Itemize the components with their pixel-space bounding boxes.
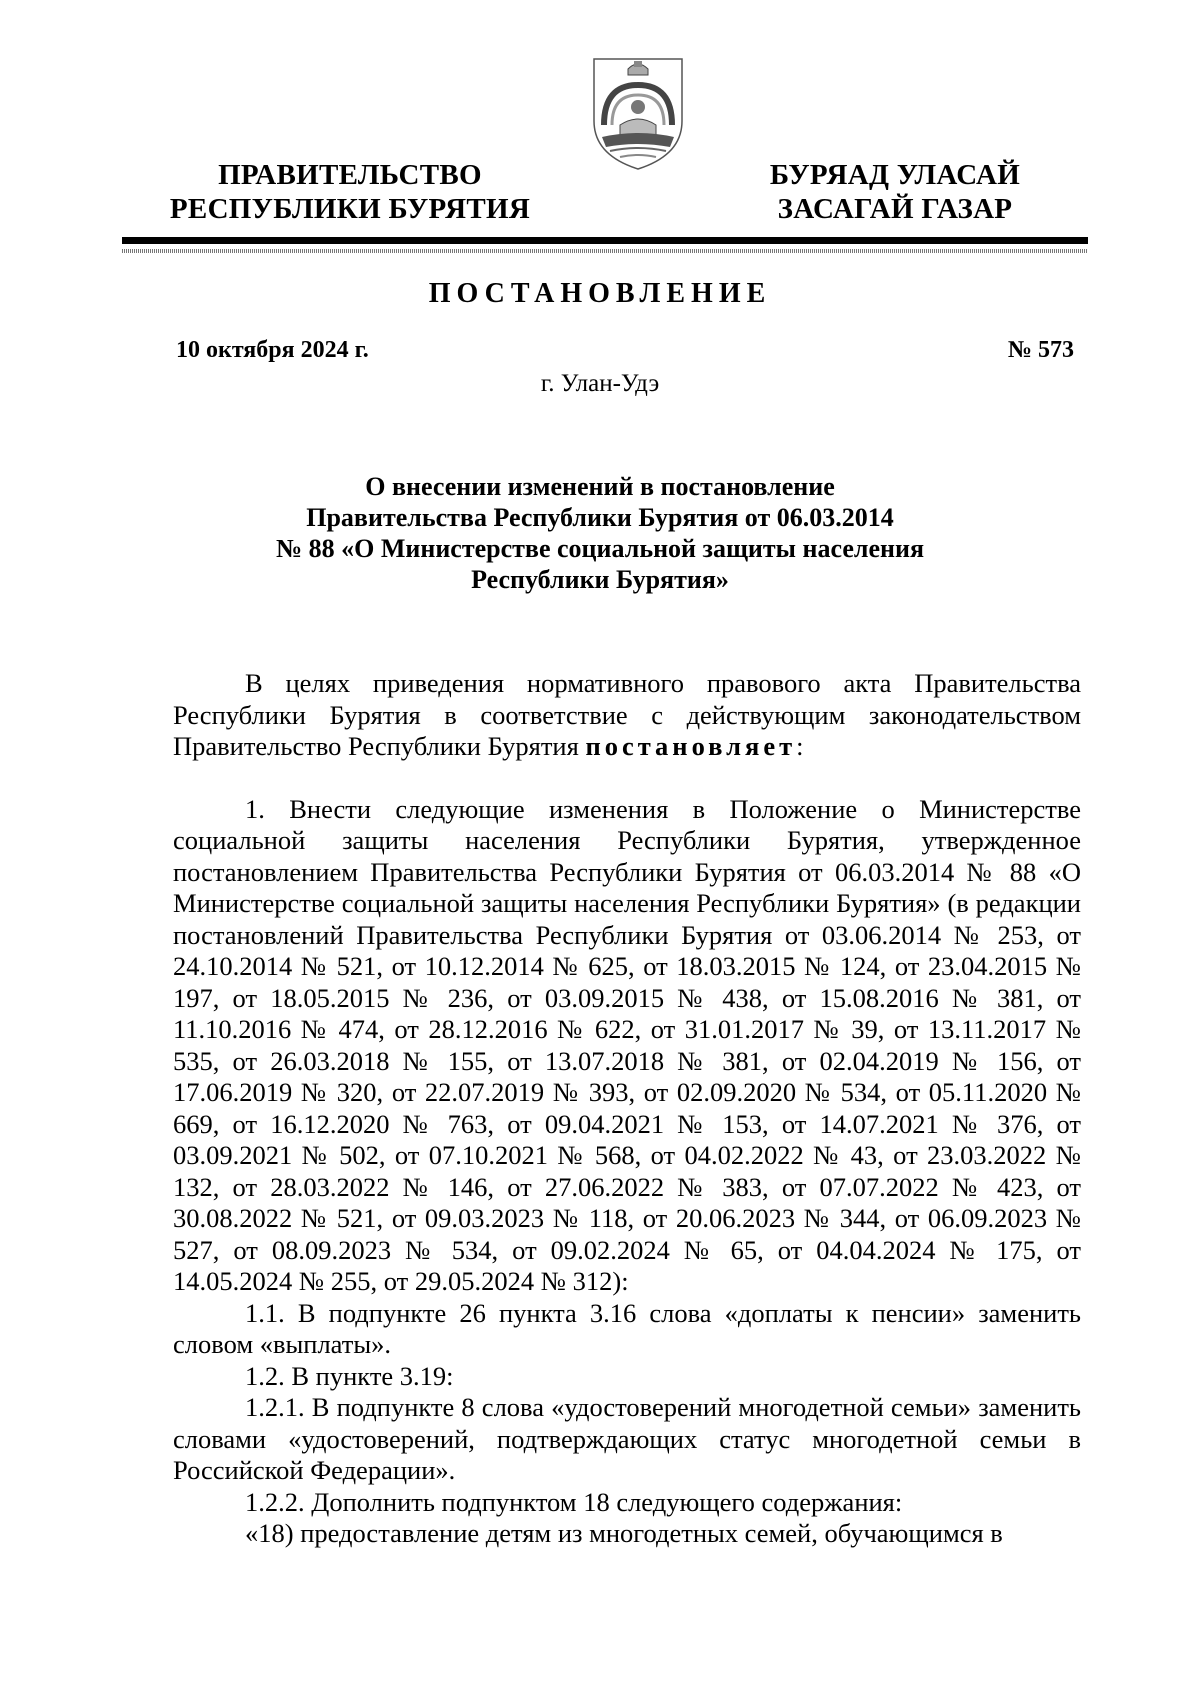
government-name-russian [160, 158, 540, 226]
paragraph-item-18: «18) предоставление детям из многодетных семей, обучающимся в [245, 1518, 1003, 1548]
paragraph-item-1-2-2: 1.2.2. Дополнить подпунктом 18 следующего содержания: [245, 1486, 903, 1517]
title-line4: Республики Бурятия» [471, 565, 729, 594]
resolves-word: постановляет [585, 731, 797, 761]
preamble-text: В целях приведения нормативного правового акта Правительства Республики Бурятия в соответствие с действующим законодательством Правительство Республики Бурятия [173, 668, 1081, 761]
document-body [173, 668, 1081, 1550]
government-name-line1: ПРАВИТЕЛЬСТВО [218, 159, 482, 191]
document-type: ПОСТАНОВЛЕНИЕ [428, 278, 772, 309]
title-line3: № 88 «О Министерстве социальной защиты населения [275, 534, 925, 563]
government-name-buryat-line2: ЗАСАГАЙ ГАЗАР [777, 193, 1013, 225]
paragraph-item-1-2-1: 1.2.1. В подпункте 8 слова «удостоверений многодетной семьи» заменить словами «удостоверений, подтверждающих статус многодетной семьи в Российской Федерации». [173, 1392, 1081, 1485]
preamble-paragraph [173, 668, 1081, 763]
header-divider-thick [122, 237, 1088, 244]
title-line1: О внесении изменений в постановление [365, 472, 835, 501]
header-divider-thin [122, 249, 1088, 253]
document-number: № 573 [1007, 337, 1074, 363]
paragraph-item-1-1: 1.1. В подпункте 26 пункта 3.16 слова «доплаты к пенсии» заменить словом «выплаты». [173, 1297, 1081, 1359]
paragraph-item-1: 1. Внести следующие изменения в Положение о Министерстве социальной защиты населения Республики Бурятия, утвержденное постановлением Правительства Республики Бурятия от 06.03.2014 № 88 «О Министерстве социальной защиты населения Республики Бурятия» (в редакции постановлений Правительства Республики Бурятия от 03.06.2014 № 253, от 24.10.2014 № 521, от 10.12.2014 № 625, от 18.03.2015 № 124, от 23.04.2015 № 197, от 18.05.2015 № 236, от 03.09.2015 № 438, от 15.08.2016 № 381, от 11.10.2016 № 474, от 28.12.2016 № 622, от 31.01.2017 № 39, от 13.11.2017 № 535, от 26.03.2018 № 155, от 13.07.2018 № 381, от 02.04.2019 № 156, от 17.06.2019 № 320, от 22.07.2019 № 393, от 02.09.2020 № 534, от 05.11.2020 № 669, от 16.12.2020 № 763, от 09.04.2021 № 153, от 14.07.2021 № 376, от 03.09.2021 № 502, от 07.10.2021 № 568, от 04.02.2022 № 43, от 23.03.2022 № 132, от 28.03.2022 № 146, от 27.06.2022 № 383, от 07.07.2022 № 423, от 30.08.2022 № 521, от 09.03.2023 № 118, от 20.06.2023 № 344, от 06.09.2023 № 527, от 08.09.2023 № 534, от 09.02.2024 № 65, от 04.04.2024 № 175, от 14.05.2024 № 255, от 29.05.2024 № 312): [173, 793, 1081, 1296]
document-title [200, 471, 1000, 595]
title-line2: Правительства Республики Бурятия от 06.03.2014 [306, 503, 894, 532]
document-city: г. Улан-Удэ [540, 370, 660, 397]
government-name-buryat [730, 158, 1060, 226]
preamble-end: : [796, 731, 804, 761]
coat-of-arms-icon [590, 55, 686, 173]
government-name-line2: РЕСПУБЛИКИ БУРЯТИЯ [169, 193, 531, 225]
document-date: 10 октября 2024 г. [176, 337, 369, 363]
government-name-buryat-line1: БУРЯАД УЛАСАЙ [769, 159, 1021, 191]
paragraph-item-1-2: 1.2. В пункте 3.19: [245, 1360, 454, 1391]
